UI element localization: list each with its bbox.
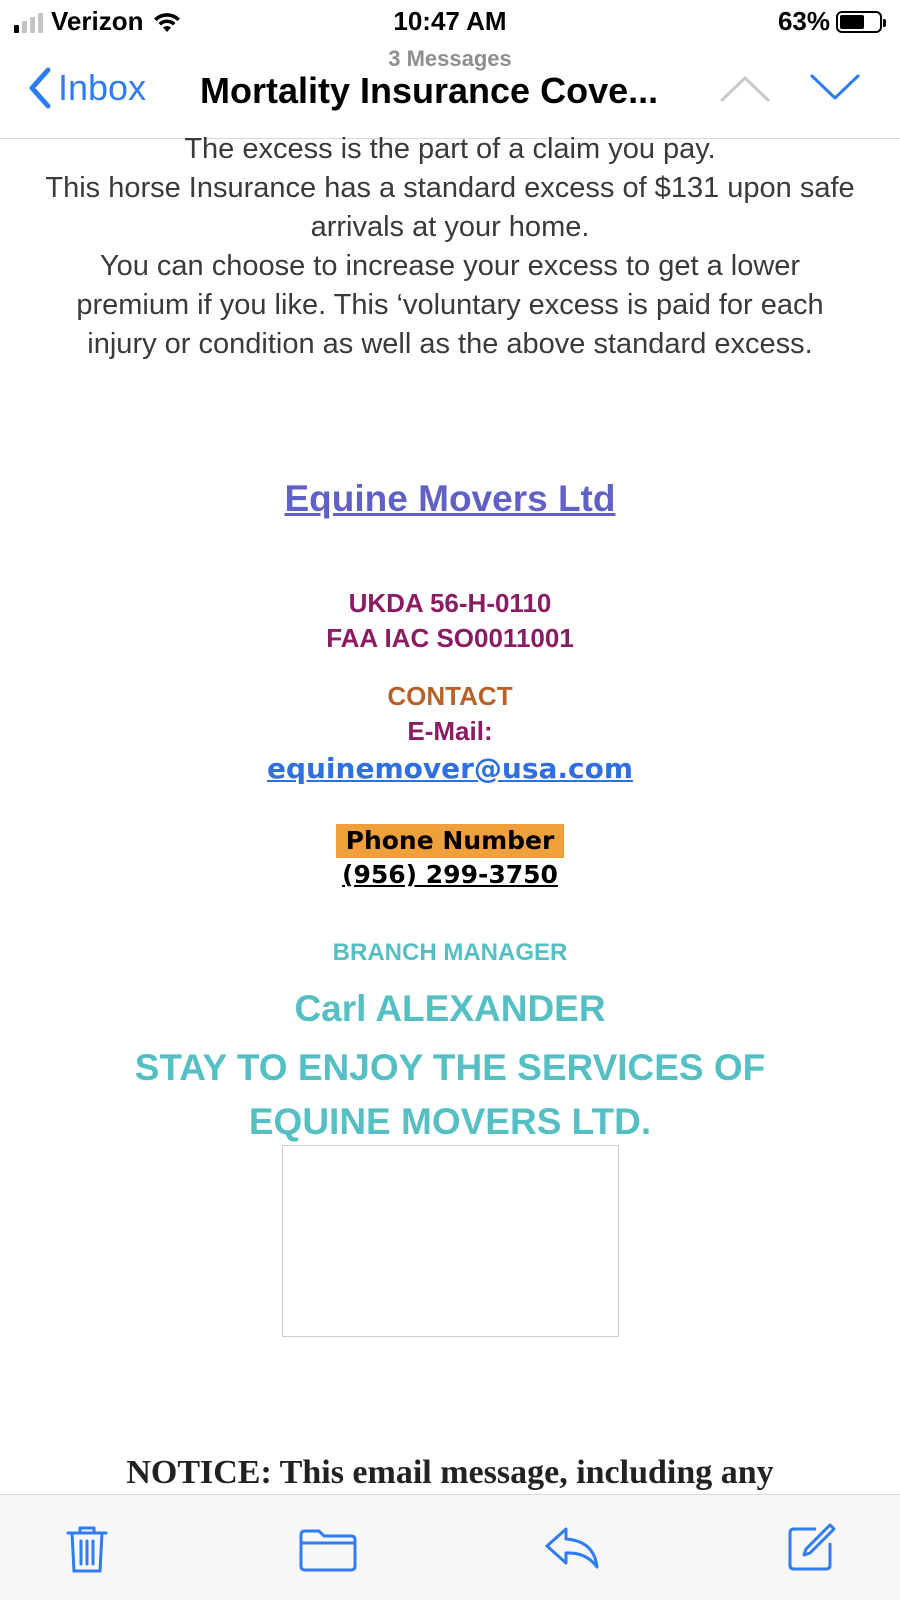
- company-link[interactable]: Equine Movers Ltd: [284, 478, 616, 519]
- folder-icon[interactable]: [298, 1527, 358, 1573]
- phone-label-row: [0, 824, 900, 858]
- email-paragraph: The excess is the part of a claim you pay.: [184, 136, 716, 165]
- battery-percent: 63%: [777, 6, 830, 36]
- email-address-link[interactable]: equinemover@usa.com: [266, 752, 634, 785]
- email-paragraph: You can choose to increase your excess to get a lower premium if you like. This ‘voluntary excess is paid for each injury or condition as well as the above standard excess.: [76, 250, 824, 360]
- status-bar: [0, 0, 900, 44]
- bottom-toolbar: [0, 1494, 900, 1600]
- phone-number-link[interactable]: (956) 299-3750: [342, 860, 558, 889]
- carrier-name: Verizon: [51, 6, 144, 36]
- registration-number: FAA IAC SO0011001: [326, 623, 574, 653]
- message-count: 3 Messages: [388, 46, 512, 71]
- notice-text: NOTICE: This email message, including any: [126, 1454, 774, 1491]
- nav-bar: [0, 44, 900, 139]
- battery-icon: [836, 11, 882, 33]
- registration-number: UKDA 56-H-0110: [348, 588, 552, 618]
- compose-icon[interactable]: [786, 1521, 838, 1573]
- chevron-left-icon: [26, 66, 52, 110]
- slogan: STAY TO ENJOY THE SERVICES OF EQUINE MOVERS LTD.: [134, 1047, 766, 1142]
- status-right: [778, 6, 882, 37]
- email-label: E-Mail:: [407, 716, 493, 746]
- chevron-down-icon[interactable]: [808, 70, 862, 106]
- manager-name: Carl ALEXANDER: [294, 988, 606, 1029]
- branch-manager-title: BRANCH MANAGER: [332, 939, 568, 966]
- image-placeholder: [282, 1145, 619, 1337]
- status-time: 10:47 AM: [393, 6, 507, 36]
- email-body[interactable]: [0, 136, 900, 1494]
- back-label: Inbox: [58, 67, 147, 108]
- reply-icon[interactable]: [544, 1525, 600, 1571]
- phone-label: Phone Number: [336, 824, 565, 858]
- chevron-up-icon[interactable]: [718, 70, 772, 106]
- trash-icon[interactable]: [64, 1523, 110, 1575]
- email-subject-title: Mortality Insurance Cove...: [200, 70, 659, 111]
- contact-heading: CONTACT: [387, 681, 513, 711]
- back-to-inbox-button[interactable]: [26, 66, 146, 110]
- email-paragraph: This horse Insurance has a standard excess of $131 upon safe arrivals at your home.: [45, 172, 855, 243]
